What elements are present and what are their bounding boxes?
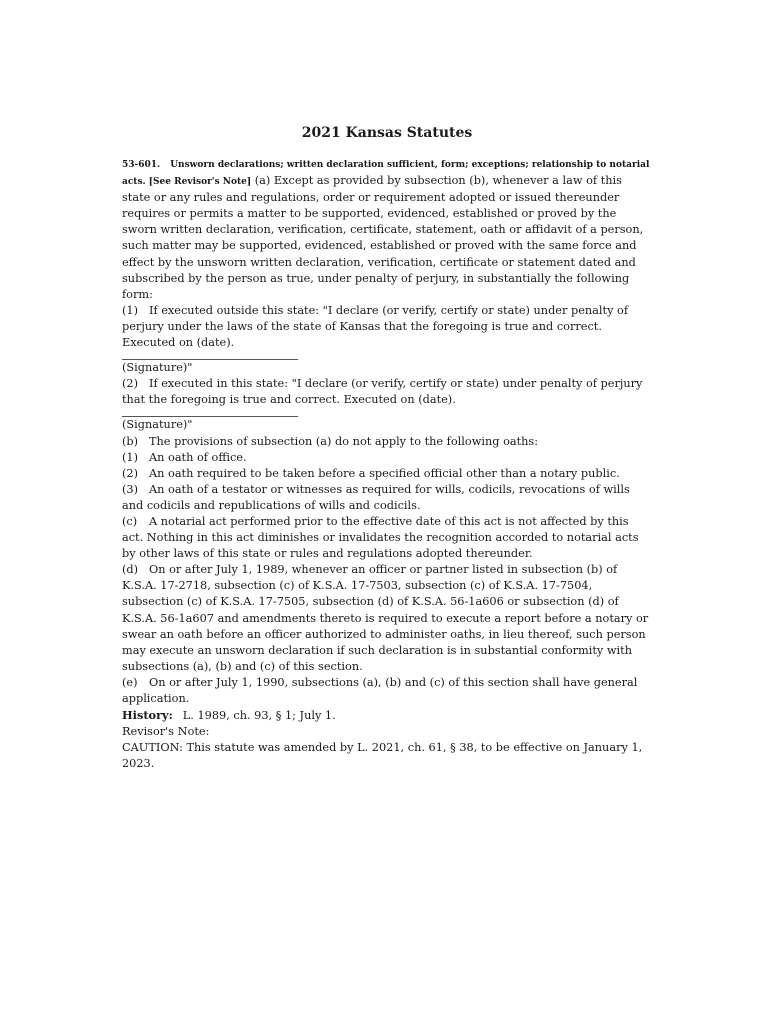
section-number: 53-601. <box>122 160 161 170</box>
subsection-text: If executed outside this state: "I declare (or verify, certify or state) under penalty of perjury under the laws of the state of Kansas that the foregoing is true and correct. Executed on (date). <box>122 303 629 350</box>
revisor-note-text: CAUTION: This statute was amended by L. 2021, ch. 61, § 38, to be effective on January 1, 2023. <box>122 741 643 771</box>
subsection-marker: (c) <box>122 514 138 528</box>
subsection-item <box>122 303 652 351</box>
history-line <box>122 707 652 724</box>
intro-text: (a) Except as provided by subsection (b), whenever a law of this state or any rules and regulations, order or requirement adopted or issued thereunder requires or permits a matter to be supported, evidenced, established or proved by the sworn written declaration, verification, certificate, statement, oath or affidavit of a person, such matter may be supported, evidenced, established or proved with the same force and effect by the unsworn written declaration, verification, certificate or statement dated and subscribed by the person as true, under penalty of perjury, in substantially the following form: <box>122 174 644 301</box>
subsection-marker: (d) <box>122 563 139 577</box>
subsection-text: If executed in this state: "I declare (or verify, certify or state) under penalty of perjury that the foregoing is true and correct. Executed on (date). <box>122 377 643 407</box>
subsection-item <box>122 675 652 707</box>
subsection-item <box>122 482 652 514</box>
signature-block <box>122 351 652 376</box>
subsection-text: On or after July 1, 1989, whenever an officer or partner listed in subsection (b) of K.S.A. 17-2718, subsection (c) of K.S.A. 17-7503, subsection (c) of K.S.A. 17-7504, subsection (c) of K.S.A. 17-7505, subsection (d) of K.S.A. 56-1a606 or subsection (d) of K.S.A. 56-1a607 and amendments thereto is required to execute a report before a notary or swear an oath before an officer authorized to administer oaths, in lieu thereof, such person may execute an unsworn declaration if such declaration is in substantial conformity with subsections (a), (b) and (c) of this section. <box>122 563 649 673</box>
subsection-marker: (1) <box>122 303 139 317</box>
subsection-text: An oath of office. <box>149 450 247 464</box>
signature-line <box>122 408 298 417</box>
subsection-item <box>122 376 652 408</box>
subsection-list <box>122 303 652 707</box>
subsection-marker: (1) <box>122 450 139 464</box>
signature-line <box>122 351 298 360</box>
subsection-marker: (e) <box>122 675 138 689</box>
subsection-text: An oath required to be taken before a specified official other than a notary public. <box>149 466 620 480</box>
revisor-note-label: Revisor's Note: <box>122 725 210 739</box>
subsection-text: On or after July 1, 1990, subsections (a), (b) and (c) of this section shall have general application. <box>122 675 638 705</box>
document-title: 2021 Kansas Statutes <box>301 125 473 141</box>
signature-label: (Signature)" <box>122 418 193 432</box>
subsection-item <box>122 434 652 450</box>
subsection-text: A notarial act performed prior to the effective date of this act is not affected by this act. Nothing in this act diminishes or invalidates the recognition accorded to notarial acts by other laws of this state or rules and regulations adopted thereunder. <box>122 514 639 561</box>
signature-label: (Signature)" <box>122 361 193 375</box>
section-heading: Unsworn declarations; written declaration sufficient, form; exceptions; relationship to notarial acts. [See Revisor's Note] <box>122 160 650 188</box>
statute-page <box>122 124 652 772</box>
subsection-item <box>122 466 652 482</box>
subsection-item <box>122 450 652 466</box>
subsection-marker: (3) <box>122 482 139 496</box>
subsection-marker: (2) <box>122 466 139 480</box>
signature-block <box>122 408 652 433</box>
history-text: L. 1989, ch. 93, § 1; July 1. <box>182 709 336 723</box>
subsection-item <box>122 514 652 562</box>
section-intro <box>122 156 652 303</box>
statute-body <box>122 156 652 772</box>
subsection-marker: (2) <box>122 377 139 391</box>
subsection-item <box>122 562 652 675</box>
subsection-marker: (b) <box>122 434 139 448</box>
history-label: History: <box>122 708 173 723</box>
subsection-text: The provisions of subsection (a) do not apply to the following oaths: <box>149 434 539 448</box>
subsection-text: An oath of a testator or witnesses as required for wills, codicils, revocations of wills and codicils and republications of wills and codicils. <box>122 482 630 512</box>
